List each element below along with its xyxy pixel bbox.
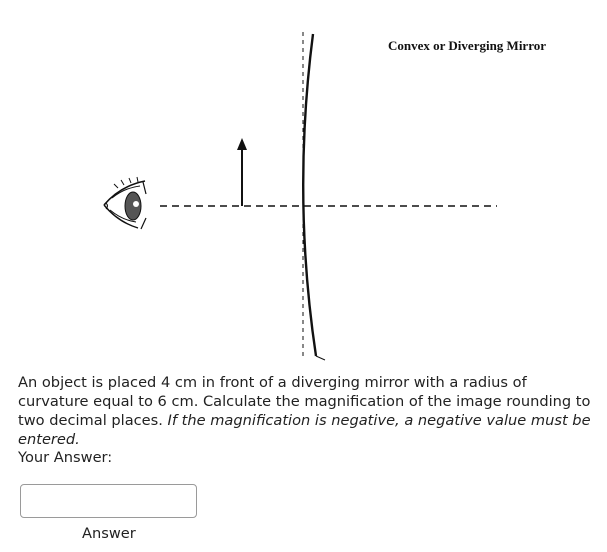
answer-caption: Answer	[82, 525, 136, 542]
question-body: An object is placed 4 cm in front of a diverging mirror with a radius of curvature equal to 6 cm. Calculate the magnification of the image rounding to two decimal places.	[18, 374, 591, 429]
question-note: If the magnification is negative, a negative value must be entered.	[18, 412, 591, 448]
answer-input[interactable]	[20, 484, 197, 518]
diagram-title: Convex or Diverging Mirror	[388, 38, 547, 53]
your-answer-label: Your Answer:	[18, 449, 113, 466]
convex-mirror-icon	[303, 34, 316, 356]
eye-icon	[104, 177, 146, 229]
question-text	[18, 373, 593, 449]
object-arrow-icon	[237, 138, 247, 206]
